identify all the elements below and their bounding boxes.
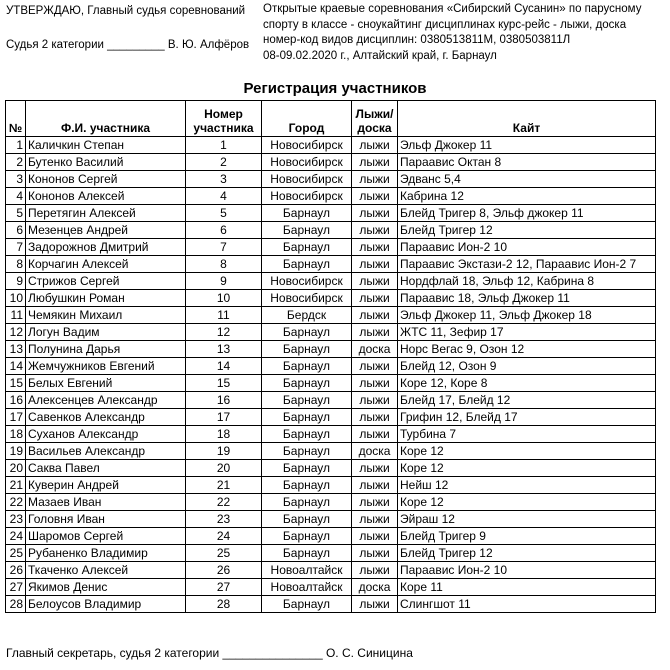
kite-cell: Слингшот 11 — [398, 596, 656, 613]
kite-cell: Параавис Октан 8 — [398, 154, 656, 171]
kite-cell: Параавис Ион-2 10 — [398, 562, 656, 579]
equipment-cell: лыжи — [352, 358, 398, 375]
registration-table — [5, 100, 656, 613]
equipment-cell: лыжи — [352, 460, 398, 477]
kite-cell: Блейд 12, Озон 9 — [398, 358, 656, 375]
participant-name-cell: Алексенцев Александр — [26, 392, 186, 409]
row-number-cell: 9 — [6, 273, 26, 290]
city-cell: Барнаул — [262, 596, 352, 613]
city-cell: Новосибирск — [262, 154, 352, 171]
participant-name-cell: Куверин Андрей — [26, 477, 186, 494]
equipment-cell: лыжи — [352, 256, 398, 273]
row-number-cell: 12 — [6, 324, 26, 341]
approval-block — [6, 3, 249, 54]
participant-number-cell: 1 — [186, 137, 262, 154]
equipment-cell: лыжи — [352, 392, 398, 409]
row-number-cell: 1 — [6, 137, 26, 154]
kite-cell: Нордфлай 18, Эльф 12, Кабрина 8 — [398, 273, 656, 290]
participant-name-cell: Белых Евгений — [26, 375, 186, 392]
participant-name-cell: Логун Вадим — [26, 324, 186, 341]
equipment-cell: лыжи — [352, 137, 398, 154]
equipment-cell: лыжи — [352, 562, 398, 579]
table-row — [6, 341, 656, 358]
row-number-cell: 25 — [6, 545, 26, 562]
row-number-cell: 23 — [6, 511, 26, 528]
city-cell: Барнаул — [262, 545, 352, 562]
table-row — [6, 460, 656, 477]
city-cell: Бердск — [262, 307, 352, 324]
equipment-cell: лыжи — [352, 290, 398, 307]
participant-name-cell: Ткаченко Алексей — [26, 562, 186, 579]
header-name: Ф.И. участника — [26, 101, 186, 137]
participant-number-cell: 16 — [186, 392, 262, 409]
row-number-cell: 20 — [6, 460, 26, 477]
equipment-cell: лыжи — [352, 205, 398, 222]
equipment-cell: лыжи — [352, 426, 398, 443]
equipment-cell: доска — [352, 443, 398, 460]
table-row — [6, 307, 656, 324]
table-row — [6, 511, 656, 528]
participant-number-cell: 18 — [186, 426, 262, 443]
participant-name-cell: Любушкин Роман — [26, 290, 186, 307]
participant-number-cell: 6 — [186, 222, 262, 239]
kite-cell: Коре 12, Коре 8 — [398, 375, 656, 392]
participant-number-cell: 3 — [186, 171, 262, 188]
row-number-cell: 27 — [6, 579, 26, 596]
header-number: Номер участника — [186, 101, 262, 137]
city-cell: Барнаул — [262, 324, 352, 341]
kite-cell: Параавис Экстази-2 12, Параавис Ион-2 7 — [398, 256, 656, 273]
participant-number-cell: 26 — [186, 562, 262, 579]
approval-line: УТВЕРЖДАЮ, Главный судья соревнований — [6, 5, 246, 17]
city-cell: Барнаул — [262, 256, 352, 273]
row-number-cell: 4 — [6, 188, 26, 205]
participant-name-cell: Бутенко Василий — [26, 154, 186, 171]
row-number-cell: 22 — [6, 494, 26, 511]
row-number-cell: 2 — [6, 154, 26, 171]
equipment-cell: доска — [352, 341, 398, 358]
participant-name-cell: Якимов Денис — [26, 579, 186, 596]
row-number-cell: 13 — [6, 341, 26, 358]
table-row — [6, 205, 656, 222]
kite-cell: Блейд Тригер 8, Эльф джокер 11 — [398, 205, 656, 222]
participant-number-cell: 27 — [186, 579, 262, 596]
kite-cell: Кабрина 12 — [398, 188, 656, 205]
table-row — [6, 358, 656, 375]
participant-number-cell: 2 — [186, 154, 262, 171]
participant-name-cell: Чемякин Михаил — [26, 307, 186, 324]
kite-cell: Нейш 12 — [398, 477, 656, 494]
equipment-cell: лыжи — [352, 494, 398, 511]
participant-number-cell: 21 — [186, 477, 262, 494]
table-row — [6, 596, 656, 613]
city-cell: Новоалтайск — [262, 579, 352, 596]
table-row — [6, 545, 656, 562]
row-number-cell: 16 — [6, 392, 26, 409]
row-number-cell: 17 — [6, 409, 26, 426]
equipment-cell: лыжи — [352, 375, 398, 392]
kite-cell: Блейд Тригер 9 — [398, 528, 656, 545]
kite-cell: Коре 12 — [398, 460, 656, 477]
participant-number-cell: 8 — [186, 256, 262, 273]
kite-cell: Эльф Джокер 11, Эльф Джокер 18 — [398, 307, 656, 324]
participant-name-cell: Стрижов Сергей — [26, 273, 186, 290]
page-title: Регистрация участников — [243, 80, 427, 97]
city-cell: Новоалтайск — [262, 562, 352, 579]
table-row — [6, 579, 656, 596]
participant-name-cell: Каличкин Степан — [26, 137, 186, 154]
equipment-cell: лыжи — [352, 273, 398, 290]
participant-number-cell: 12 — [186, 324, 262, 341]
participant-number-cell: 22 — [186, 494, 262, 511]
city-cell: Барнаул — [262, 341, 352, 358]
kite-cell: Блейд Тригер 12 — [398, 222, 656, 239]
participant-number-cell: 7 — [186, 239, 262, 256]
kite-cell: Блейд 17, Блейд 12 — [398, 392, 656, 409]
participant-name-cell: Шаромов Сергей — [26, 528, 186, 545]
city-cell: Барнаул — [262, 358, 352, 375]
participant-number-cell: 9 — [186, 273, 262, 290]
discipline-codes-line: номер-код видов дисциплин: 0380513811М, 0380503811Л — [263, 34, 571, 46]
participant-number-cell: 17 — [186, 409, 262, 426]
row-number-cell: 8 — [6, 256, 26, 273]
participant-number-cell: 20 — [186, 460, 262, 477]
participant-number-cell: 25 — [186, 545, 262, 562]
kite-cell: ЖТС 11, Зефир 17 — [398, 324, 656, 341]
table-row — [6, 222, 656, 239]
city-cell: Барнаул — [262, 375, 352, 392]
participant-number-cell: 28 — [186, 596, 262, 613]
table-row — [6, 256, 656, 273]
judge-signature-line: Судья 2 категории _________ В. Ю. Алфёров — [6, 39, 250, 51]
row-number-cell: 11 — [6, 307, 26, 324]
table-row — [6, 375, 656, 392]
participant-name-cell: Жемчужников Евгений — [26, 358, 186, 375]
table-row — [6, 290, 656, 307]
row-number-cell: 28 — [6, 596, 26, 613]
table-row — [6, 562, 656, 579]
row-number-cell: 15 — [6, 375, 26, 392]
participant-name-cell: Саква Павел — [26, 460, 186, 477]
table-row — [6, 324, 656, 341]
kite-cell: Блейд Тригер 12 — [398, 545, 656, 562]
city-cell: Барнаул — [262, 409, 352, 426]
city-cell: Новосибирск — [262, 137, 352, 154]
row-number-cell: 7 — [6, 239, 26, 256]
kite-cell: Параавис 18, Эльф Джокер 11 — [398, 290, 656, 307]
kite-cell: Эдванс 5,4 — [398, 171, 656, 188]
event-info-block — [263, 2, 663, 64]
table-row — [6, 154, 656, 171]
table-row — [6, 188, 656, 205]
row-number-cell: 19 — [6, 443, 26, 460]
equipment-cell: лыжи — [352, 154, 398, 171]
participant-name-cell: Задорожнов Дмитрий — [26, 239, 186, 256]
participant-number-cell: 11 — [186, 307, 262, 324]
participant-name-cell: Савенков Александр — [26, 409, 186, 426]
city-cell: Барнаул — [262, 443, 352, 460]
equipment-cell: лыжи — [352, 222, 398, 239]
city-cell: Барнаул — [262, 460, 352, 477]
participant-number-cell: 15 — [186, 375, 262, 392]
row-number-cell: 18 — [6, 426, 26, 443]
table-row — [6, 409, 656, 426]
participant-name-cell: Мезенцев Андрей — [26, 222, 186, 239]
row-number-cell: 3 — [6, 171, 26, 188]
equipment-cell: лыжи — [352, 528, 398, 545]
equipment-cell: лыжи — [352, 307, 398, 324]
city-cell: Барнаул — [262, 239, 352, 256]
city-cell: Новосибирск — [262, 171, 352, 188]
city-cell: Барнаул — [262, 528, 352, 545]
table-row — [6, 443, 656, 460]
header-equipment: Лыжи/ доска — [352, 101, 398, 137]
table-row — [6, 273, 656, 290]
header-city: Город — [262, 101, 352, 137]
participant-number-cell: 24 — [186, 528, 262, 545]
table-row — [6, 426, 656, 443]
participant-name-cell: Белоусов Владимир — [26, 596, 186, 613]
row-number-cell: 26 — [6, 562, 26, 579]
city-cell: Новосибирск — [262, 273, 352, 290]
equipment-cell: лыжи — [352, 171, 398, 188]
equipment-cell: лыжи — [352, 188, 398, 205]
participant-number-cell: 10 — [186, 290, 262, 307]
participant-name-cell: Головня Иван — [26, 511, 186, 528]
kite-cell: Грифин 12, Блейд 17 — [398, 409, 656, 426]
city-cell: Барнаул — [262, 205, 352, 222]
event-class-line: спорту в классе - сноукайтинг дисциплинах курс-рейс - лыжи, доска — [263, 18, 627, 31]
row-number-cell: 5 — [6, 205, 26, 222]
header-kite: Кайт — [398, 101, 656, 137]
equipment-cell: лыжи — [352, 477, 398, 494]
table-row — [6, 239, 656, 256]
kite-cell: Норс Вегас 9, Озон 12 — [398, 341, 656, 358]
participant-number-cell: 19 — [186, 443, 262, 460]
participant-name-cell: Перетягин Алексей — [26, 205, 186, 222]
city-cell: Барнаул — [262, 426, 352, 443]
equipment-cell: лыжи — [352, 545, 398, 562]
table-row — [6, 494, 656, 511]
participant-name-cell: Кононов Сергей — [26, 171, 186, 188]
participant-number-cell: 5 — [186, 205, 262, 222]
table-row — [6, 477, 656, 494]
kite-cell: Коре 12 — [398, 443, 656, 460]
kite-cell: Турбина 7 — [398, 426, 656, 443]
kite-cell: Параавис Ион-2 10 — [398, 239, 656, 256]
equipment-cell: лыжи — [352, 324, 398, 341]
participant-number-cell: 14 — [186, 358, 262, 375]
city-cell: Барнаул — [262, 511, 352, 528]
row-number-cell: 10 — [6, 290, 26, 307]
kite-cell: Коре 11 — [398, 579, 656, 596]
city-cell: Новосибирск — [262, 290, 352, 307]
row-number-cell: 21 — [6, 477, 26, 494]
participant-number-cell: 13 — [186, 341, 262, 358]
participant-name-cell: Корчагин Алексей — [26, 256, 186, 273]
event-title-line: Открытые краевые соревнования «Сибирский Сусанин» по парусному — [263, 3, 642, 15]
row-number-cell: 14 — [6, 358, 26, 375]
equipment-cell: лыжи — [352, 511, 398, 528]
equipment-cell: доска — [352, 579, 398, 596]
kite-cell: Коре 12 — [398, 494, 656, 511]
header-num: № — [6, 101, 26, 137]
participant-number-cell: 23 — [186, 511, 262, 528]
participant-name-cell: Васильев Александр — [26, 443, 186, 460]
participant-name-cell: Кононов Алексей — [26, 188, 186, 205]
table-header-row — [6, 101, 656, 137]
city-cell: Барнаул — [262, 392, 352, 409]
table-row — [6, 137, 656, 154]
table-row — [6, 528, 656, 545]
city-cell: Новосибирск — [262, 188, 352, 205]
participant-name-cell: Полунина Дарья — [26, 341, 186, 358]
table-row — [6, 171, 656, 188]
equipment-cell: лыжи — [352, 239, 398, 256]
row-number-cell: 6 — [6, 222, 26, 239]
participant-name-cell: Суханов Александр — [26, 426, 186, 443]
participant-number-cell: 4 — [186, 188, 262, 205]
equipment-cell: лыжи — [352, 409, 398, 426]
participant-name-cell: Рубаненко Владимир — [26, 545, 186, 562]
table-row — [6, 392, 656, 409]
kite-cell: Эйраш 12 — [398, 511, 656, 528]
city-cell: Барнаул — [262, 477, 352, 494]
row-number-cell: 24 — [6, 528, 26, 545]
participant-name-cell: Мазаев Иван — [26, 494, 186, 511]
equipment-cell: лыжи — [352, 596, 398, 613]
kite-cell: Эльф Джокер 11 — [398, 137, 656, 154]
city-cell: Барнаул — [262, 222, 352, 239]
secretary-signature-line: Главный секретарь, судья 2 категории _______________ О. С. Синицина — [6, 646, 413, 660]
event-date-place-line: 08-09.02.2020 г., Алтайский край, г. Барнаул — [263, 49, 497, 62]
city-cell: Барнаул — [262, 494, 352, 511]
